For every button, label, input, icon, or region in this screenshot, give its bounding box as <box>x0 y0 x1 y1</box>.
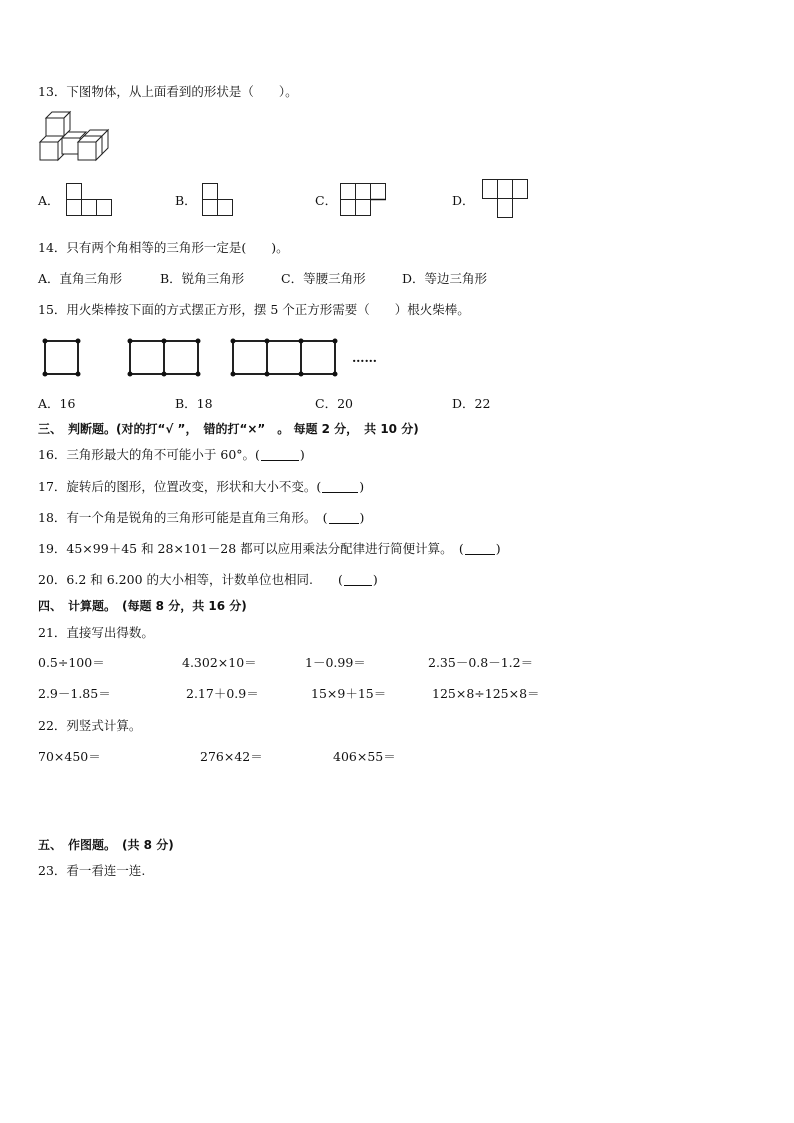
q14-option-d[interactable]: D．等边三角形 <box>402 271 488 286</box>
q18-text: 18．有一个角是锐角的三角形可能是直角三角形。 ( <box>38 510 328 525</box>
q15-option-a[interactable]: A．16 <box>38 396 76 411</box>
q15-option-c[interactable]: C．20 <box>315 396 353 411</box>
q22-item: 276×42＝ <box>200 749 263 764</box>
q14-stem: 14．只有两个角相等的三角形一定是( )。 <box>38 240 289 255</box>
q13-option-b-label[interactable]: B． <box>175 193 197 208</box>
q19-answer-blank[interactable] <box>465 542 495 555</box>
q16-answer-blank[interactable] <box>261 448 299 461</box>
section4-title: 四、 计算题。 (每题 8 分，共 16 分) <box>38 599 247 613</box>
q15-stem: 15．用火柴棒按下面的方式摆正方形，摆 5 个正方形需要（ ）根火柴棒。 <box>38 302 470 317</box>
q20-text: 20．6.2 和 6.200 的大小相等，计数单位也相同. ( <box>38 572 343 587</box>
q19-text: 19．45×99＋45 和 28×101－28 都可以应用乘法分配律进行简便计算。 ( <box>38 541 464 556</box>
q21-item: 15×9＋15＝ <box>311 686 387 701</box>
q21-item: 4.302×10＝ <box>182 655 257 670</box>
q21-item: 125×8÷125×8＝ <box>432 686 540 701</box>
q17: 17．旋转后的图形，位置改变，形状和大小不变。( ) <box>38 479 365 494</box>
q13-option-d-label[interactable]: D． <box>452 193 475 208</box>
q13-option-c-figure[interactable] <box>340 183 388 217</box>
q21-stem: 21．直接写出得数。 <box>38 625 154 640</box>
q22-item: 406×55＝ <box>333 749 396 764</box>
q16: 16．三角形最大的角不可能小于 60°。( ) <box>38 447 305 462</box>
q20-answer-blank[interactable] <box>344 573 372 586</box>
q14-option-a[interactable]: A．直角三角形 <box>38 271 123 286</box>
cube-stack-figure <box>38 110 110 164</box>
q18: 18．有一个角是锐角的三角形可能是直角三角形。 ( ) <box>38 510 365 525</box>
q19: 19．45×99＋45 和 28×101－28 都可以应用乘法分配律进行简便计算。 ( ) <box>38 541 501 556</box>
q13-stem: 13．下图物体，从上面看到的形状是（ ）。 <box>38 84 298 99</box>
section3-title: 三、 判断题。(对的打“√ ”， 错的打“×” 。 每题 2 分， 共 10 分) <box>38 422 419 436</box>
q13-option-c-label[interactable]: C． <box>315 193 338 208</box>
q20: 20．6.2 和 6.200 的大小相等，计数单位也相同. ( ) <box>38 572 378 587</box>
q23-stem: 23．看一看连一连. <box>38 863 146 878</box>
section5-title: 五、 作图题。 (共 8 分) <box>38 838 174 852</box>
q17-answer-blank[interactable] <box>322 480 358 493</box>
q21-item: 1－0.99＝ <box>305 655 366 670</box>
q21-item: 2.35－0.8－1.2＝ <box>428 655 534 670</box>
q14-option-b[interactable]: B．锐角三角形 <box>160 271 245 286</box>
q16-text: 16．三角形最大的角不可能小于 60°。( <box>38 447 260 462</box>
q13-option-d-figure[interactable] <box>482 179 530 219</box>
q22-item: 70×450＝ <box>38 749 101 764</box>
q14-option-c[interactable]: C．等腰三角形 <box>281 271 366 286</box>
q22-stem: 22．列竖式计算。 <box>38 718 142 733</box>
q18-answer-blank[interactable] <box>329 511 359 524</box>
q15-option-b[interactable]: B．18 <box>175 396 213 411</box>
q21-item: 0.5÷100＝ <box>38 655 105 670</box>
q15-ellipsis: …… <box>352 350 377 365</box>
q21-item: 2.9－1.85＝ <box>38 686 111 701</box>
q15-option-d[interactable]: D．22 <box>452 396 491 411</box>
q17-text: 17．旋转后的图形，位置改变，形状和大小不变。( <box>38 479 322 494</box>
q13-option-a-figure[interactable] <box>66 183 114 217</box>
q13-option-a-label[interactable]: A． <box>38 193 60 208</box>
q13-option-b-figure[interactable] <box>202 183 236 217</box>
q21-item: 2.17＋0.9＝ <box>186 686 259 701</box>
matchstick-squares-figure <box>38 336 383 380</box>
